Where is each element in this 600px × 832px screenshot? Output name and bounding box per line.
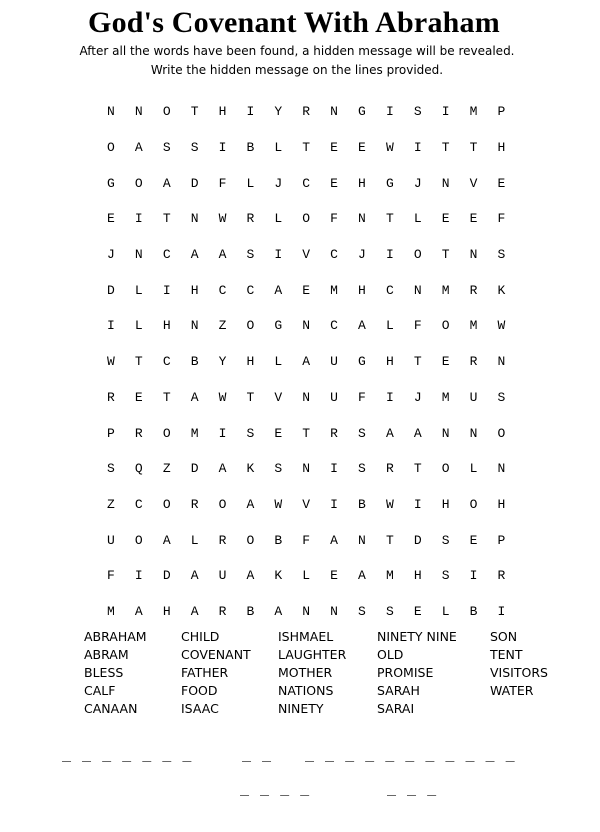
grid-row [97, 94, 515, 130]
grid-letter[interactable]: N [497, 461, 506, 477]
word-list-item: SARAH [377, 683, 420, 698]
grid-letter[interactable]: A [413, 425, 422, 441]
grid-letter[interactable]: S [441, 568, 450, 584]
grid-letter[interactable]: A [134, 140, 143, 156]
grid-letter[interactable]: L [469, 461, 478, 477]
grid-letter[interactable]: O [134, 532, 143, 548]
grid-letter[interactable]: F [358, 389, 366, 405]
grid-row [97, 594, 515, 630]
grid-row [97, 130, 515, 166]
grid-letter[interactable]: N [358, 532, 366, 548]
grid-letter[interactable]: N [330, 104, 338, 120]
grid-letter[interactable]: I [246, 104, 255, 120]
word-list-item: SARAI [377, 701, 415, 716]
grid-letter[interactable]: I [134, 211, 143, 227]
answer-blank-group[interactable]: _ _ _ _ _ _ _ [62, 744, 193, 762]
grid-letter[interactable]: N [190, 211, 199, 227]
grid-letter[interactable]: M [385, 568, 394, 584]
grid-letter[interactable]: S [190, 140, 199, 156]
grid-letter[interactable]: J [107, 247, 115, 263]
grid-letter[interactable]: E [274, 425, 283, 441]
grid-letter[interactable]: I [385, 389, 394, 405]
grid-letter[interactable]: A [190, 247, 199, 263]
grid-row [97, 308, 515, 344]
grid-letter[interactable]: O [497, 425, 506, 441]
grid-letter[interactable]: O [162, 425, 171, 441]
word-list-item: COVENANT [181, 647, 251, 662]
grid-letter[interactable]: D [162, 568, 171, 584]
grid-letter[interactable]: H [190, 282, 199, 298]
word-list-item: CHILD [181, 629, 220, 644]
grid-letter[interactable]: U [218, 568, 227, 584]
grid-letter[interactable]: Z [218, 318, 227, 334]
grid-letter[interactable]: W [218, 211, 227, 227]
grid-letter[interactable]: C [162, 247, 171, 263]
grid-row [97, 165, 515, 201]
grid-letter[interactable]: A [358, 318, 366, 334]
grid-letter[interactable]: M [441, 389, 450, 405]
grid-letter[interactable]: G [274, 318, 283, 334]
grid-letter[interactable]: R [218, 603, 227, 619]
word-list-item: FOOD [181, 683, 218, 698]
grid-letter[interactable]: E [441, 211, 450, 227]
word-list-item: TENT [490, 647, 523, 662]
grid-letter[interactable]: N [134, 104, 143, 120]
grid-row [97, 344, 515, 380]
grid-letter[interactable]: S [162, 140, 171, 156]
grid-letter[interactable]: R [246, 211, 255, 227]
grid-letter[interactable]: A [190, 389, 199, 405]
grid-letter[interactable]: E [134, 389, 143, 405]
grid-letter[interactable]: V [274, 389, 283, 405]
grid-letter[interactable]: A [302, 354, 311, 370]
grid-letter[interactable]: K [246, 461, 255, 477]
grid-letter[interactable]: T [190, 104, 199, 120]
grid-letter[interactable]: E [469, 211, 478, 227]
grid-row [97, 558, 515, 594]
word-search-grid[interactable] [97, 94, 515, 629]
word-list-item: ISAAC [181, 701, 219, 716]
grid-letter[interactable]: E [302, 282, 311, 298]
grid-letter[interactable]: D [107, 282, 115, 298]
grid-letter[interactable]: T [385, 532, 394, 548]
grid-letter[interactable]: G [107, 175, 115, 191]
word-list-item: OLD [377, 647, 404, 662]
grid-letter[interactable]: I [497, 603, 506, 619]
grid-letter[interactable]: H [162, 603, 171, 619]
grid-letter[interactable]: O [162, 496, 171, 512]
grid-row [97, 415, 515, 451]
grid-letter[interactable]: I [413, 140, 422, 156]
grid-letter[interactable]: O [162, 104, 171, 120]
grid-letter[interactable]: H [246, 354, 255, 370]
grid-letter[interactable]: A [218, 247, 227, 263]
grid-letter[interactable]: H [497, 496, 506, 512]
grid-letter[interactable]: T [302, 425, 311, 441]
word-column-5 [490, 628, 600, 700]
grid-letter[interactable]: P [497, 104, 506, 120]
grid-letter[interactable]: E [497, 175, 506, 191]
grid-letter[interactable]: S [497, 247, 506, 263]
grid-letter[interactable]: Y [218, 354, 227, 370]
grid-row [97, 522, 515, 558]
grid-letter[interactable]: M [107, 603, 115, 619]
grid-letter[interactable]: A [134, 603, 143, 619]
grid-letter[interactable]: R [469, 354, 478, 370]
grid-letter[interactable]: H [385, 354, 394, 370]
grid-letter[interactable]: R [107, 389, 115, 405]
grid-letter[interactable]: N [330, 603, 338, 619]
grid-letter[interactable]: L [274, 211, 283, 227]
grid-letter[interactable]: S [413, 104, 422, 120]
grid-letter[interactable]: C [302, 175, 311, 191]
grid-letter[interactable]: N [134, 247, 143, 263]
grid-letter[interactable]: I [330, 496, 338, 512]
grid-letter[interactable]: T [302, 140, 311, 156]
grid-letter[interactable]: W [107, 354, 115, 370]
grid-letter[interactable]: E [330, 175, 338, 191]
grid-letter[interactable]: F [330, 211, 338, 227]
grid-letter[interactable]: N [358, 211, 366, 227]
grid-letter[interactable]: F [107, 568, 115, 584]
grid-letter[interactable]: J [274, 175, 283, 191]
answer-line-2[interactable] [0, 778, 600, 832]
grid-letter[interactable]: L [246, 175, 255, 191]
grid-letter[interactable]: N [469, 425, 478, 441]
grid-letter[interactable]: H [413, 568, 422, 584]
grid-row [97, 272, 515, 308]
grid-letter[interactable]: I [441, 104, 450, 120]
word-list-item: NINETY [278, 701, 324, 716]
grid-letter[interactable]: B [469, 603, 478, 619]
grid-letter[interactable]: T [385, 211, 394, 227]
grid-letter[interactable]: S [107, 461, 115, 477]
grid-letter[interactable]: R [385, 461, 394, 477]
grid-letter[interactable]: J [358, 247, 366, 263]
word-list-item: CANAAN [84, 701, 138, 716]
grid-letter[interactable]: F [497, 211, 506, 227]
grid-letter[interactable]: N [413, 282, 422, 298]
grid-letter[interactable]: P [107, 425, 115, 441]
grid-letter[interactable]: N [302, 603, 311, 619]
grid-letter[interactable]: L [302, 568, 311, 584]
grid-letter[interactable]: C [162, 354, 171, 370]
grid-letter[interactable]: E [358, 140, 366, 156]
grid-letter[interactable]: F [218, 175, 227, 191]
grid-letter[interactable]: E [107, 211, 115, 227]
grid-letter[interactable]: A [190, 603, 199, 619]
grid-letter[interactable]: U [330, 354, 338, 370]
grid-letter[interactable]: Y [274, 104, 283, 120]
word-list-item: CALF [84, 683, 116, 698]
grid-letter[interactable]: O [441, 461, 450, 477]
grid-letter[interactable]: H [218, 104, 227, 120]
grid-letter[interactable]: R [302, 104, 311, 120]
grid-letter[interactable]: T [162, 211, 171, 227]
grid-letter[interactable]: N [190, 318, 199, 334]
grid-letter[interactable]: C [330, 318, 338, 334]
grid-letter[interactable]: S [274, 461, 283, 477]
grid-letter[interactable]: B [246, 140, 255, 156]
grid-letter[interactable]: Q [134, 461, 143, 477]
grid-letter[interactable]: M [469, 318, 478, 334]
grid-letter[interactable]: A [274, 603, 283, 619]
grid-letter[interactable]: R [218, 532, 227, 548]
grid-letter[interactable]: S [358, 603, 366, 619]
grid-letter[interactable]: V [469, 175, 478, 191]
answer-blank-group[interactable]: _ _ [242, 744, 273, 762]
grid-letter[interactable]: S [385, 603, 394, 619]
grid-letter[interactable]: K [497, 282, 506, 298]
grid-letter[interactable]: A [162, 175, 171, 191]
word-column-4 [377, 628, 497, 718]
grid-letter[interactable]: C [134, 496, 143, 512]
grid-letter[interactable]: T [134, 354, 143, 370]
word-list-item: WATER [490, 683, 534, 698]
grid-letter[interactable]: I [162, 282, 171, 298]
grid-letter[interactable]: L [190, 532, 199, 548]
grid-letter[interactable]: B [246, 603, 255, 619]
grid-letter[interactable]: A [190, 568, 199, 584]
grid-letter[interactable]: S [358, 461, 366, 477]
grid-letter[interactable]: E [469, 532, 478, 548]
grid-letter[interactable]: W [497, 318, 506, 334]
answer-blank-group[interactable]: _ _ _ [387, 778, 438, 796]
grid-letter[interactable]: N [107, 104, 115, 120]
grid-letter[interactable]: W [385, 140, 394, 156]
grid-letter[interactable]: A [274, 282, 283, 298]
grid-letter[interactable]: L [274, 354, 283, 370]
grid-letter[interactable]: A [246, 568, 255, 584]
grid-letter[interactable]: M [441, 282, 450, 298]
grid-letter[interactable]: O [246, 532, 255, 548]
grid-letter[interactable]: N [302, 389, 311, 405]
grid-letter[interactable]: A [385, 425, 394, 441]
grid-letter[interactable]: I [274, 247, 283, 263]
grid-letter[interactable]: G [358, 354, 366, 370]
grid-letter[interactable]: E [413, 603, 422, 619]
grid-letter[interactable]: N [469, 247, 478, 263]
grid-letter[interactable]: B [358, 496, 366, 512]
grid-letter[interactable]: N [497, 354, 506, 370]
grid-letter[interactable]: L [134, 282, 143, 298]
answer-blank-group[interactable]: _ _ _ _ _ _ _ _ _ _ _ [305, 744, 516, 762]
grid-letter[interactable]: I [385, 247, 394, 263]
grid-letter[interactable]: S [497, 389, 506, 405]
grid-letter[interactable]: I [413, 496, 422, 512]
grid-letter[interactable]: L [385, 318, 394, 334]
grid-letter[interactable]: Z [162, 461, 171, 477]
grid-letter[interactable]: N [302, 461, 311, 477]
grid-letter[interactable]: U [330, 389, 338, 405]
grid-letter[interactable]: O [246, 318, 255, 334]
grid-letter[interactable]: D [413, 532, 422, 548]
grid-letter[interactable]: R [469, 282, 478, 298]
grid-letter[interactable]: A [330, 532, 338, 548]
grid-letter[interactable]: I [385, 104, 394, 120]
grid-letter[interactable]: O [134, 175, 143, 191]
grid-letter[interactable]: E [330, 568, 338, 584]
instruction-line-1: After all the words have been found, a hidden message will be revealed. [79, 44, 515, 58]
grid-letter[interactable]: H [441, 496, 450, 512]
grid-letter[interactable]: W [274, 496, 283, 512]
grid-letter[interactable]: L [441, 603, 450, 619]
grid-letter[interactable]: A [246, 496, 255, 512]
grid-letter[interactable]: O [469, 496, 478, 512]
grid-letter[interactable]: A [162, 532, 171, 548]
grid-letter[interactable]: N [441, 425, 450, 441]
word-list-item: PROMISE [377, 665, 434, 680]
grid-letter[interactable]: J [413, 175, 422, 191]
grid-letter[interactable]: I [134, 568, 143, 584]
grid-letter[interactable]: T [162, 389, 171, 405]
grid-letter[interactable]: N [302, 318, 311, 334]
grid-letter[interactable]: I [107, 318, 115, 334]
grid-row [97, 237, 515, 273]
grid-letter[interactable]: C [218, 282, 227, 298]
page-title: God's Covenant With Abraham [88, 6, 500, 39]
grid-letter[interactable]: V [302, 496, 311, 512]
grid-letter[interactable]: U [107, 532, 115, 548]
grid-letter[interactable]: V [302, 247, 311, 263]
instruction-line-2: Write the hidden message on the lines provided. [150, 63, 444, 77]
grid-letter[interactable]: T [441, 247, 450, 263]
grid-letter[interactable]: M [330, 282, 338, 298]
grid-letter[interactable]: O [441, 318, 450, 334]
word-list-item: NATIONS [278, 683, 334, 698]
grid-letter[interactable]: A [358, 568, 366, 584]
grid-letter[interactable]: H [162, 318, 171, 334]
grid-letter[interactable]: R [190, 496, 199, 512]
grid-letter[interactable]: C [246, 282, 255, 298]
grid-row [97, 487, 515, 523]
word-list-item: ISHMAEL [278, 629, 334, 644]
grid-letter[interactable]: H [497, 140, 506, 156]
grid-letter[interactable]: S [358, 425, 366, 441]
grid-letter[interactable]: J [413, 389, 422, 405]
grid-letter[interactable]: N [441, 175, 450, 191]
answer-blank-group[interactable]: _ _ _ _ [240, 778, 311, 796]
word-list-item: LAUGHTER [278, 647, 347, 662]
grid-letter[interactable]: I [330, 461, 338, 477]
grid-letter[interactable]: F [413, 318, 422, 334]
grid-letter[interactable]: T [413, 354, 422, 370]
grid-letter[interactable]: B [274, 532, 283, 548]
word-list-item: FATHER [181, 665, 229, 680]
grid-letter[interactable]: O [302, 211, 311, 227]
word-list-item: ABRAM [84, 647, 129, 662]
grid-letter[interactable]: T [413, 461, 422, 477]
grid-letter[interactable]: M [190, 425, 199, 441]
grid-letter[interactable]: E [441, 354, 450, 370]
grid-letter[interactable]: I [218, 425, 227, 441]
grid-letter[interactable]: M [469, 104, 478, 120]
grid-letter[interactable]: C [385, 282, 394, 298]
grid-row [97, 201, 515, 237]
grid-letter[interactable]: L [413, 211, 422, 227]
word-list-item: NINETY NINE [377, 629, 457, 644]
grid-letter[interactable]: R [134, 425, 143, 441]
grid-row [97, 380, 515, 416]
grid-letter[interactable]: O [107, 140, 115, 156]
grid-letter[interactable]: D [190, 175, 199, 191]
grid-letter[interactable]: H [358, 282, 366, 298]
grid-letter[interactable]: T [469, 140, 478, 156]
word-list-item: VISITORS [490, 665, 548, 680]
grid-letter[interactable]: L [134, 318, 143, 334]
word-list-item: SON [490, 629, 518, 644]
grid-letter[interactable]: F [302, 532, 311, 548]
grid-letter[interactable]: B [190, 354, 199, 370]
grid-letter[interactable]: D [190, 461, 199, 477]
grid-letter[interactable]: T [246, 389, 255, 405]
grid-letter[interactable]: I [218, 140, 227, 156]
word-list-item: MOTHER [278, 665, 333, 680]
grid-letter[interactable]: T [441, 140, 450, 156]
word-list-item: ABRAHAM [84, 629, 147, 644]
word-list-item: BLESS [84, 665, 124, 680]
grid-letter[interactable]: R [497, 568, 506, 584]
grid-letter[interactable]: E [330, 140, 338, 156]
grid-letter[interactable]: S [246, 247, 255, 263]
grid-letter[interactable]: G [358, 104, 366, 120]
grid-letter[interactable]: Z [107, 496, 115, 512]
grid-letter[interactable]: L [274, 140, 283, 156]
grid-letter[interactable]: I [469, 568, 478, 584]
grid-letter[interactable]: U [469, 389, 478, 405]
grid-letter[interactable]: H [358, 175, 366, 191]
grid-letter[interactable]: W [218, 389, 227, 405]
grid-letter[interactable]: S [441, 532, 450, 548]
grid-letter[interactable]: C [330, 247, 338, 263]
grid-letter[interactable]: O [218, 496, 227, 512]
grid-letter[interactable]: W [385, 496, 394, 512]
grid-letter[interactable]: K [274, 568, 283, 584]
grid-letter[interactable]: G [385, 175, 394, 191]
grid-letter[interactable]: R [330, 425, 338, 441]
grid-letter[interactable]: P [497, 532, 506, 548]
grid-row [97, 451, 515, 487]
grid-letter[interactable]: O [413, 247, 422, 263]
grid-letter[interactable]: A [218, 461, 227, 477]
grid-letter[interactable]: S [246, 425, 255, 441]
